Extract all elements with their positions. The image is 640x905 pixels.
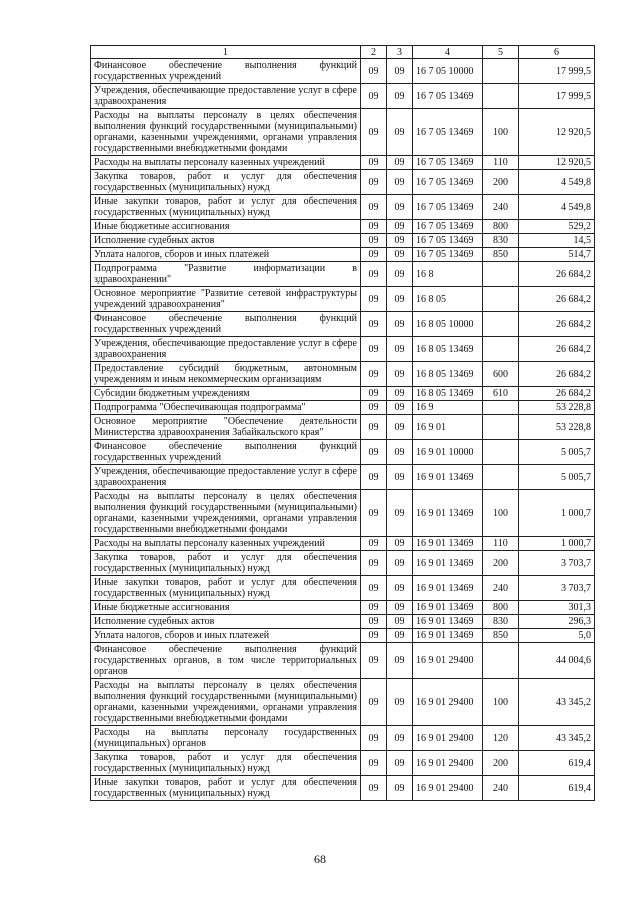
column-header: 5 bbox=[483, 46, 519, 59]
section-code-cell: 09 bbox=[361, 401, 387, 415]
amount-cell: 1 000,7 bbox=[519, 537, 595, 551]
table-row bbox=[91, 220, 595, 234]
subsection-code-cell: 09 bbox=[387, 440, 413, 465]
expense-type-cell: 100 bbox=[483, 490, 519, 537]
subsection-code-cell: 09 bbox=[387, 59, 413, 84]
table-row bbox=[91, 287, 595, 312]
table-row bbox=[91, 679, 595, 726]
subsection-code-cell: 09 bbox=[387, 537, 413, 551]
amount-cell: 17 999,5 bbox=[519, 59, 595, 84]
subsection-code-cell: 09 bbox=[387, 490, 413, 537]
section-code-cell: 09 bbox=[361, 84, 387, 109]
amount-cell: 619,4 bbox=[519, 751, 595, 776]
section-code-cell: 09 bbox=[361, 170, 387, 195]
row-name-cell: Закупка товаров, работ и услуг для обеспечения государственных (муниципальных) нужд bbox=[91, 551, 361, 576]
section-code-cell: 09 bbox=[361, 362, 387, 387]
target-article-cell: 16 7 05 10000 bbox=[413, 59, 483, 84]
target-article-cell: 16 7 05 13469 bbox=[413, 84, 483, 109]
target-article-cell: 16 9 bbox=[413, 401, 483, 415]
subsection-code-cell: 09 bbox=[387, 751, 413, 776]
subsection-code-cell: 09 bbox=[387, 576, 413, 601]
table-row bbox=[91, 537, 595, 551]
subsection-code-cell: 09 bbox=[387, 362, 413, 387]
subsection-code-cell: 09 bbox=[387, 220, 413, 234]
section-code-cell: 09 bbox=[361, 440, 387, 465]
amount-cell: 26 684,2 bbox=[519, 287, 595, 312]
section-code-cell: 09 bbox=[361, 312, 387, 337]
target-article-cell: 16 8 05 13469 bbox=[413, 337, 483, 362]
expense-type-cell: 100 bbox=[483, 679, 519, 726]
row-name-cell: Расходы на выплаты персоналу государственных (муниципальных) органов bbox=[91, 726, 361, 751]
row-name-cell: Финансовое обеспечение выполнения функций государственных учреждений bbox=[91, 440, 361, 465]
section-code-cell: 09 bbox=[361, 615, 387, 629]
subsection-code-cell: 09 bbox=[387, 726, 413, 751]
expense-type-cell: 830 bbox=[483, 615, 519, 629]
amount-cell: 3 703,7 bbox=[519, 551, 595, 576]
target-article-cell: 16 9 01 29400 bbox=[413, 776, 483, 801]
subsection-code-cell: 09 bbox=[387, 601, 413, 615]
section-code-cell: 09 bbox=[361, 643, 387, 679]
section-code-cell: 09 bbox=[361, 248, 387, 262]
target-article-cell: 16 8 05 bbox=[413, 287, 483, 312]
table-row bbox=[91, 195, 595, 220]
amount-cell: 26 684,2 bbox=[519, 262, 595, 287]
target-article-cell: 16 9 01 13469 bbox=[413, 551, 483, 576]
target-article-cell: 16 8 05 13469 bbox=[413, 362, 483, 387]
expense-type-cell bbox=[483, 262, 519, 287]
subsection-code-cell: 09 bbox=[387, 234, 413, 248]
subsection-code-cell: 09 bbox=[387, 287, 413, 312]
target-article-cell: 16 7 05 13469 bbox=[413, 156, 483, 170]
amount-cell: 301,3 bbox=[519, 601, 595, 615]
amount-cell: 26 684,2 bbox=[519, 362, 595, 387]
row-name-cell: Закупка товаров, работ и услуг для обеспечения государственных (муниципальных) нужд bbox=[91, 170, 361, 195]
table-row bbox=[91, 440, 595, 465]
section-code-cell: 09 bbox=[361, 490, 387, 537]
column-header: 2 bbox=[361, 46, 387, 59]
row-name-cell: Подпрограмма "Развитие информатизации в здравоохранении" bbox=[91, 262, 361, 287]
row-name-cell: Иные бюджетные ассигнования bbox=[91, 220, 361, 234]
row-name-cell: Субсидии бюджетным учреждениям bbox=[91, 387, 361, 401]
expense-type-cell: 800 bbox=[483, 220, 519, 234]
section-code-cell: 09 bbox=[361, 465, 387, 490]
target-article-cell: 16 8 05 10000 bbox=[413, 312, 483, 337]
expense-type-cell bbox=[483, 337, 519, 362]
amount-cell: 43 345,2 bbox=[519, 679, 595, 726]
subsection-code-cell: 09 bbox=[387, 195, 413, 220]
table-row bbox=[91, 170, 595, 195]
subsection-code-cell: 09 bbox=[387, 84, 413, 109]
amount-cell: 26 684,2 bbox=[519, 337, 595, 362]
table-row bbox=[91, 362, 595, 387]
target-article-cell: 16 9 01 29400 bbox=[413, 726, 483, 751]
table-row bbox=[91, 387, 595, 401]
row-name-cell: Финансовое обеспечение выполнения функций государственных учреждений bbox=[91, 59, 361, 84]
section-code-cell: 09 bbox=[361, 195, 387, 220]
expense-type-cell: 200 bbox=[483, 551, 519, 576]
amount-cell: 44 004,6 bbox=[519, 643, 595, 679]
expense-type-cell: 600 bbox=[483, 362, 519, 387]
expense-type-cell bbox=[483, 312, 519, 337]
amount-cell: 12 920,5 bbox=[519, 109, 595, 156]
budget-table bbox=[90, 45, 595, 801]
expense-type-cell: 830 bbox=[483, 234, 519, 248]
row-name-cell: Иные закупки товаров, работ и услуг для обеспечения государственных (муниципальных) нужд bbox=[91, 195, 361, 220]
table-row bbox=[91, 234, 595, 248]
row-name-cell: Иные бюджетные ассигнования bbox=[91, 601, 361, 615]
target-article-cell: 16 7 05 13469 bbox=[413, 195, 483, 220]
amount-cell: 514,7 bbox=[519, 248, 595, 262]
table-row bbox=[91, 726, 595, 751]
target-article-cell: 16 9 01 13469 bbox=[413, 601, 483, 615]
amount-cell: 53 228,8 bbox=[519, 401, 595, 415]
table-row bbox=[91, 59, 595, 84]
target-article-cell: 16 9 01 29400 bbox=[413, 679, 483, 726]
expense-type-cell: 200 bbox=[483, 170, 519, 195]
expense-type-cell: 240 bbox=[483, 576, 519, 601]
section-code-cell: 09 bbox=[361, 387, 387, 401]
subsection-code-cell: 09 bbox=[387, 170, 413, 195]
row-name-cell: Иные закупки товаров, работ и услуг для обеспечения государственных (муниципальных) нужд bbox=[91, 576, 361, 601]
target-article-cell: 16 7 05 13469 bbox=[413, 220, 483, 234]
subsection-code-cell: 09 bbox=[387, 248, 413, 262]
section-code-cell: 09 bbox=[361, 601, 387, 615]
expense-type-cell: 200 bbox=[483, 751, 519, 776]
table-row bbox=[91, 84, 595, 109]
subsection-code-cell: 09 bbox=[387, 312, 413, 337]
row-name-cell: Расходы на выплаты персоналу в целях обеспечения выполнения функций государственными (муниципальными) органами, казенными учреждениями, органами управления государственными внебюджетными фондами bbox=[91, 490, 361, 537]
section-code-cell: 09 bbox=[361, 109, 387, 156]
amount-cell: 43 345,2 bbox=[519, 726, 595, 751]
target-article-cell: 16 9 01 13469 bbox=[413, 629, 483, 643]
table-row bbox=[91, 615, 595, 629]
section-code-cell: 09 bbox=[361, 287, 387, 312]
amount-cell: 26 684,2 bbox=[519, 387, 595, 401]
expense-type-cell: 100 bbox=[483, 109, 519, 156]
row-name-cell: Учреждения, обеспечивающие предоставление услуг в сфере здравоохранения bbox=[91, 84, 361, 109]
expense-type-cell: 850 bbox=[483, 248, 519, 262]
table-row bbox=[91, 312, 595, 337]
row-name-cell: Подпрограмма "Обеспечивающая подпрограмма" bbox=[91, 401, 361, 415]
table-row bbox=[91, 262, 595, 287]
section-code-cell: 09 bbox=[361, 551, 387, 576]
expense-type-cell bbox=[483, 59, 519, 84]
target-article-cell: 16 7 05 13469 bbox=[413, 248, 483, 262]
target-article-cell: 16 7 05 13469 bbox=[413, 170, 483, 195]
row-name-cell: Учреждения, обеспечивающие предоставление услуг в сфере здравоохранения bbox=[91, 465, 361, 490]
row-name-cell: Основное мероприятие "Обеспечение деятельности Министерства здравоохранения Забайкальского края" bbox=[91, 415, 361, 440]
row-name-cell: Расходы на выплаты персоналу казенных учреждений bbox=[91, 156, 361, 170]
section-code-cell: 09 bbox=[361, 156, 387, 170]
amount-cell: 5 005,7 bbox=[519, 440, 595, 465]
expense-type-cell bbox=[483, 643, 519, 679]
section-code-cell: 09 bbox=[361, 629, 387, 643]
amount-cell: 3 703,7 bbox=[519, 576, 595, 601]
section-code-cell: 09 bbox=[361, 751, 387, 776]
subsection-code-cell: 09 bbox=[387, 387, 413, 401]
row-name-cell: Расходы на выплаты персоналу в целях обеспечения выполнения функций государственными (муниципальными) органами, казенными учреждениями, органами управления государственными внебюджетными фондами bbox=[91, 679, 361, 726]
subsection-code-cell: 09 bbox=[387, 109, 413, 156]
amount-cell: 4 549,8 bbox=[519, 195, 595, 220]
section-code-cell: 09 bbox=[361, 576, 387, 601]
row-name-cell: Финансовое обеспечение выполнения функций государственных органов, в том числе территориальных органов bbox=[91, 643, 361, 679]
subsection-code-cell: 09 bbox=[387, 401, 413, 415]
row-name-cell: Основное мероприятие "Развитие сетевой инфраструктуры учреждений здравоохранения" bbox=[91, 287, 361, 312]
section-code-cell: 09 bbox=[361, 262, 387, 287]
target-article-cell: 16 9 01 13469 bbox=[413, 537, 483, 551]
target-article-cell: 16 9 01 bbox=[413, 415, 483, 440]
subsection-code-cell: 09 bbox=[387, 615, 413, 629]
section-code-cell: 09 bbox=[361, 679, 387, 726]
column-header: 3 bbox=[387, 46, 413, 59]
amount-cell: 4 549,8 bbox=[519, 170, 595, 195]
target-article-cell: 16 9 01 29400 bbox=[413, 643, 483, 679]
target-article-cell: 16 9 01 29400 bbox=[413, 751, 483, 776]
target-article-cell: 16 7 05 13469 bbox=[413, 234, 483, 248]
row-name-cell: Финансовое обеспечение выполнения функций государственных учреждений bbox=[91, 312, 361, 337]
subsection-code-cell: 09 bbox=[387, 679, 413, 726]
amount-cell: 53 228,8 bbox=[519, 415, 595, 440]
target-article-cell: 16 7 05 13469 bbox=[413, 109, 483, 156]
target-article-cell: 16 9 01 13469 bbox=[413, 615, 483, 629]
target-article-cell: 16 9 01 13469 bbox=[413, 576, 483, 601]
subsection-code-cell: 09 bbox=[387, 643, 413, 679]
row-name-cell: Уплата налогов, сборов и иных платежей bbox=[91, 629, 361, 643]
table-row bbox=[91, 776, 595, 801]
table-row bbox=[91, 629, 595, 643]
amount-cell: 296,3 bbox=[519, 615, 595, 629]
section-code-cell: 09 bbox=[361, 537, 387, 551]
amount-cell: 12 920,5 bbox=[519, 156, 595, 170]
row-name-cell: Расходы на выплаты персоналу казенных учреждений bbox=[91, 537, 361, 551]
column-header: 4 bbox=[413, 46, 483, 59]
row-name-cell: Исполнение судебных актов bbox=[91, 234, 361, 248]
expense-type-cell: 240 bbox=[483, 776, 519, 801]
expense-type-cell: 110 bbox=[483, 156, 519, 170]
target-article-cell: 16 8 bbox=[413, 262, 483, 287]
column-header: 1 bbox=[91, 46, 361, 59]
target-article-cell: 16 9 01 10000 bbox=[413, 440, 483, 465]
target-article-cell: 16 9 01 13469 bbox=[413, 490, 483, 537]
amount-cell: 17 999,5 bbox=[519, 84, 595, 109]
subsection-code-cell: 09 bbox=[387, 415, 413, 440]
page-number: 68 bbox=[314, 852, 326, 866]
section-code-cell: 09 bbox=[361, 234, 387, 248]
section-code-cell: 09 bbox=[361, 726, 387, 751]
section-code-cell: 09 bbox=[361, 220, 387, 234]
expense-type-cell: 120 bbox=[483, 726, 519, 751]
expense-type-cell: 110 bbox=[483, 537, 519, 551]
expense-type-cell bbox=[483, 415, 519, 440]
amount-cell: 14,5 bbox=[519, 234, 595, 248]
subsection-code-cell: 09 bbox=[387, 551, 413, 576]
expense-type-cell bbox=[483, 84, 519, 109]
row-name-cell: Иные закупки товаров, работ и услуг для обеспечения государственных (муниципальных) нужд bbox=[91, 776, 361, 801]
expense-type-cell bbox=[483, 287, 519, 312]
expense-type-cell bbox=[483, 440, 519, 465]
table-row bbox=[91, 156, 595, 170]
target-article-cell: 16 8 05 13469 bbox=[413, 387, 483, 401]
section-code-cell: 09 bbox=[361, 776, 387, 801]
row-name-cell: Предоставление субсидий бюджетным, автономным учреждениям и иным некоммерческим организациям bbox=[91, 362, 361, 387]
row-name-cell: Расходы на выплаты персоналу в целях обеспечения выполнения функций государственными (муниципальными) органами, казенными учреждениями, органами управления государственными внебюджетными фондами bbox=[91, 109, 361, 156]
table-header-row bbox=[91, 46, 595, 59]
target-article-cell: 16 9 01 13469 bbox=[413, 465, 483, 490]
expense-type-cell bbox=[483, 465, 519, 490]
table-row bbox=[91, 465, 595, 490]
expense-type-cell: 850 bbox=[483, 629, 519, 643]
amount-cell: 619,4 bbox=[519, 776, 595, 801]
table-row bbox=[91, 576, 595, 601]
table-row bbox=[91, 109, 595, 156]
amount-cell: 5,0 bbox=[519, 629, 595, 643]
table-row bbox=[91, 643, 595, 679]
table-row bbox=[91, 337, 595, 362]
table-row bbox=[91, 248, 595, 262]
column-header: 6 bbox=[519, 46, 595, 59]
row-name-cell: Уплата налогов, сборов и иных платежей bbox=[91, 248, 361, 262]
amount-cell: 1 000,7 bbox=[519, 490, 595, 537]
subsection-code-cell: 09 bbox=[387, 465, 413, 490]
section-code-cell: 09 bbox=[361, 415, 387, 440]
table-row bbox=[91, 751, 595, 776]
table-row bbox=[91, 401, 595, 415]
table-row bbox=[91, 490, 595, 537]
amount-cell: 5 005,7 bbox=[519, 465, 595, 490]
row-name-cell: Исполнение судебных актов bbox=[91, 615, 361, 629]
row-name-cell: Учреждения, обеспечивающие предоставление услуг в сфере здравоохранения bbox=[91, 337, 361, 362]
subsection-code-cell: 09 bbox=[387, 262, 413, 287]
amount-cell: 529,2 bbox=[519, 220, 595, 234]
expense-type-cell bbox=[483, 401, 519, 415]
subsection-code-cell: 09 bbox=[387, 337, 413, 362]
expense-type-cell: 240 bbox=[483, 195, 519, 220]
section-code-cell: 09 bbox=[361, 59, 387, 84]
table-row bbox=[91, 551, 595, 576]
table-row bbox=[91, 415, 595, 440]
row-name-cell: Закупка товаров, работ и услуг для обеспечения государственных (муниципальных) нужд bbox=[91, 751, 361, 776]
expense-type-cell: 610 bbox=[483, 387, 519, 401]
table-body bbox=[91, 59, 595, 801]
subsection-code-cell: 09 bbox=[387, 776, 413, 801]
table-row bbox=[91, 601, 595, 615]
subsection-code-cell: 09 bbox=[387, 156, 413, 170]
expense-type-cell: 800 bbox=[483, 601, 519, 615]
amount-cell: 26 684,2 bbox=[519, 312, 595, 337]
subsection-code-cell: 09 bbox=[387, 629, 413, 643]
section-code-cell: 09 bbox=[361, 337, 387, 362]
